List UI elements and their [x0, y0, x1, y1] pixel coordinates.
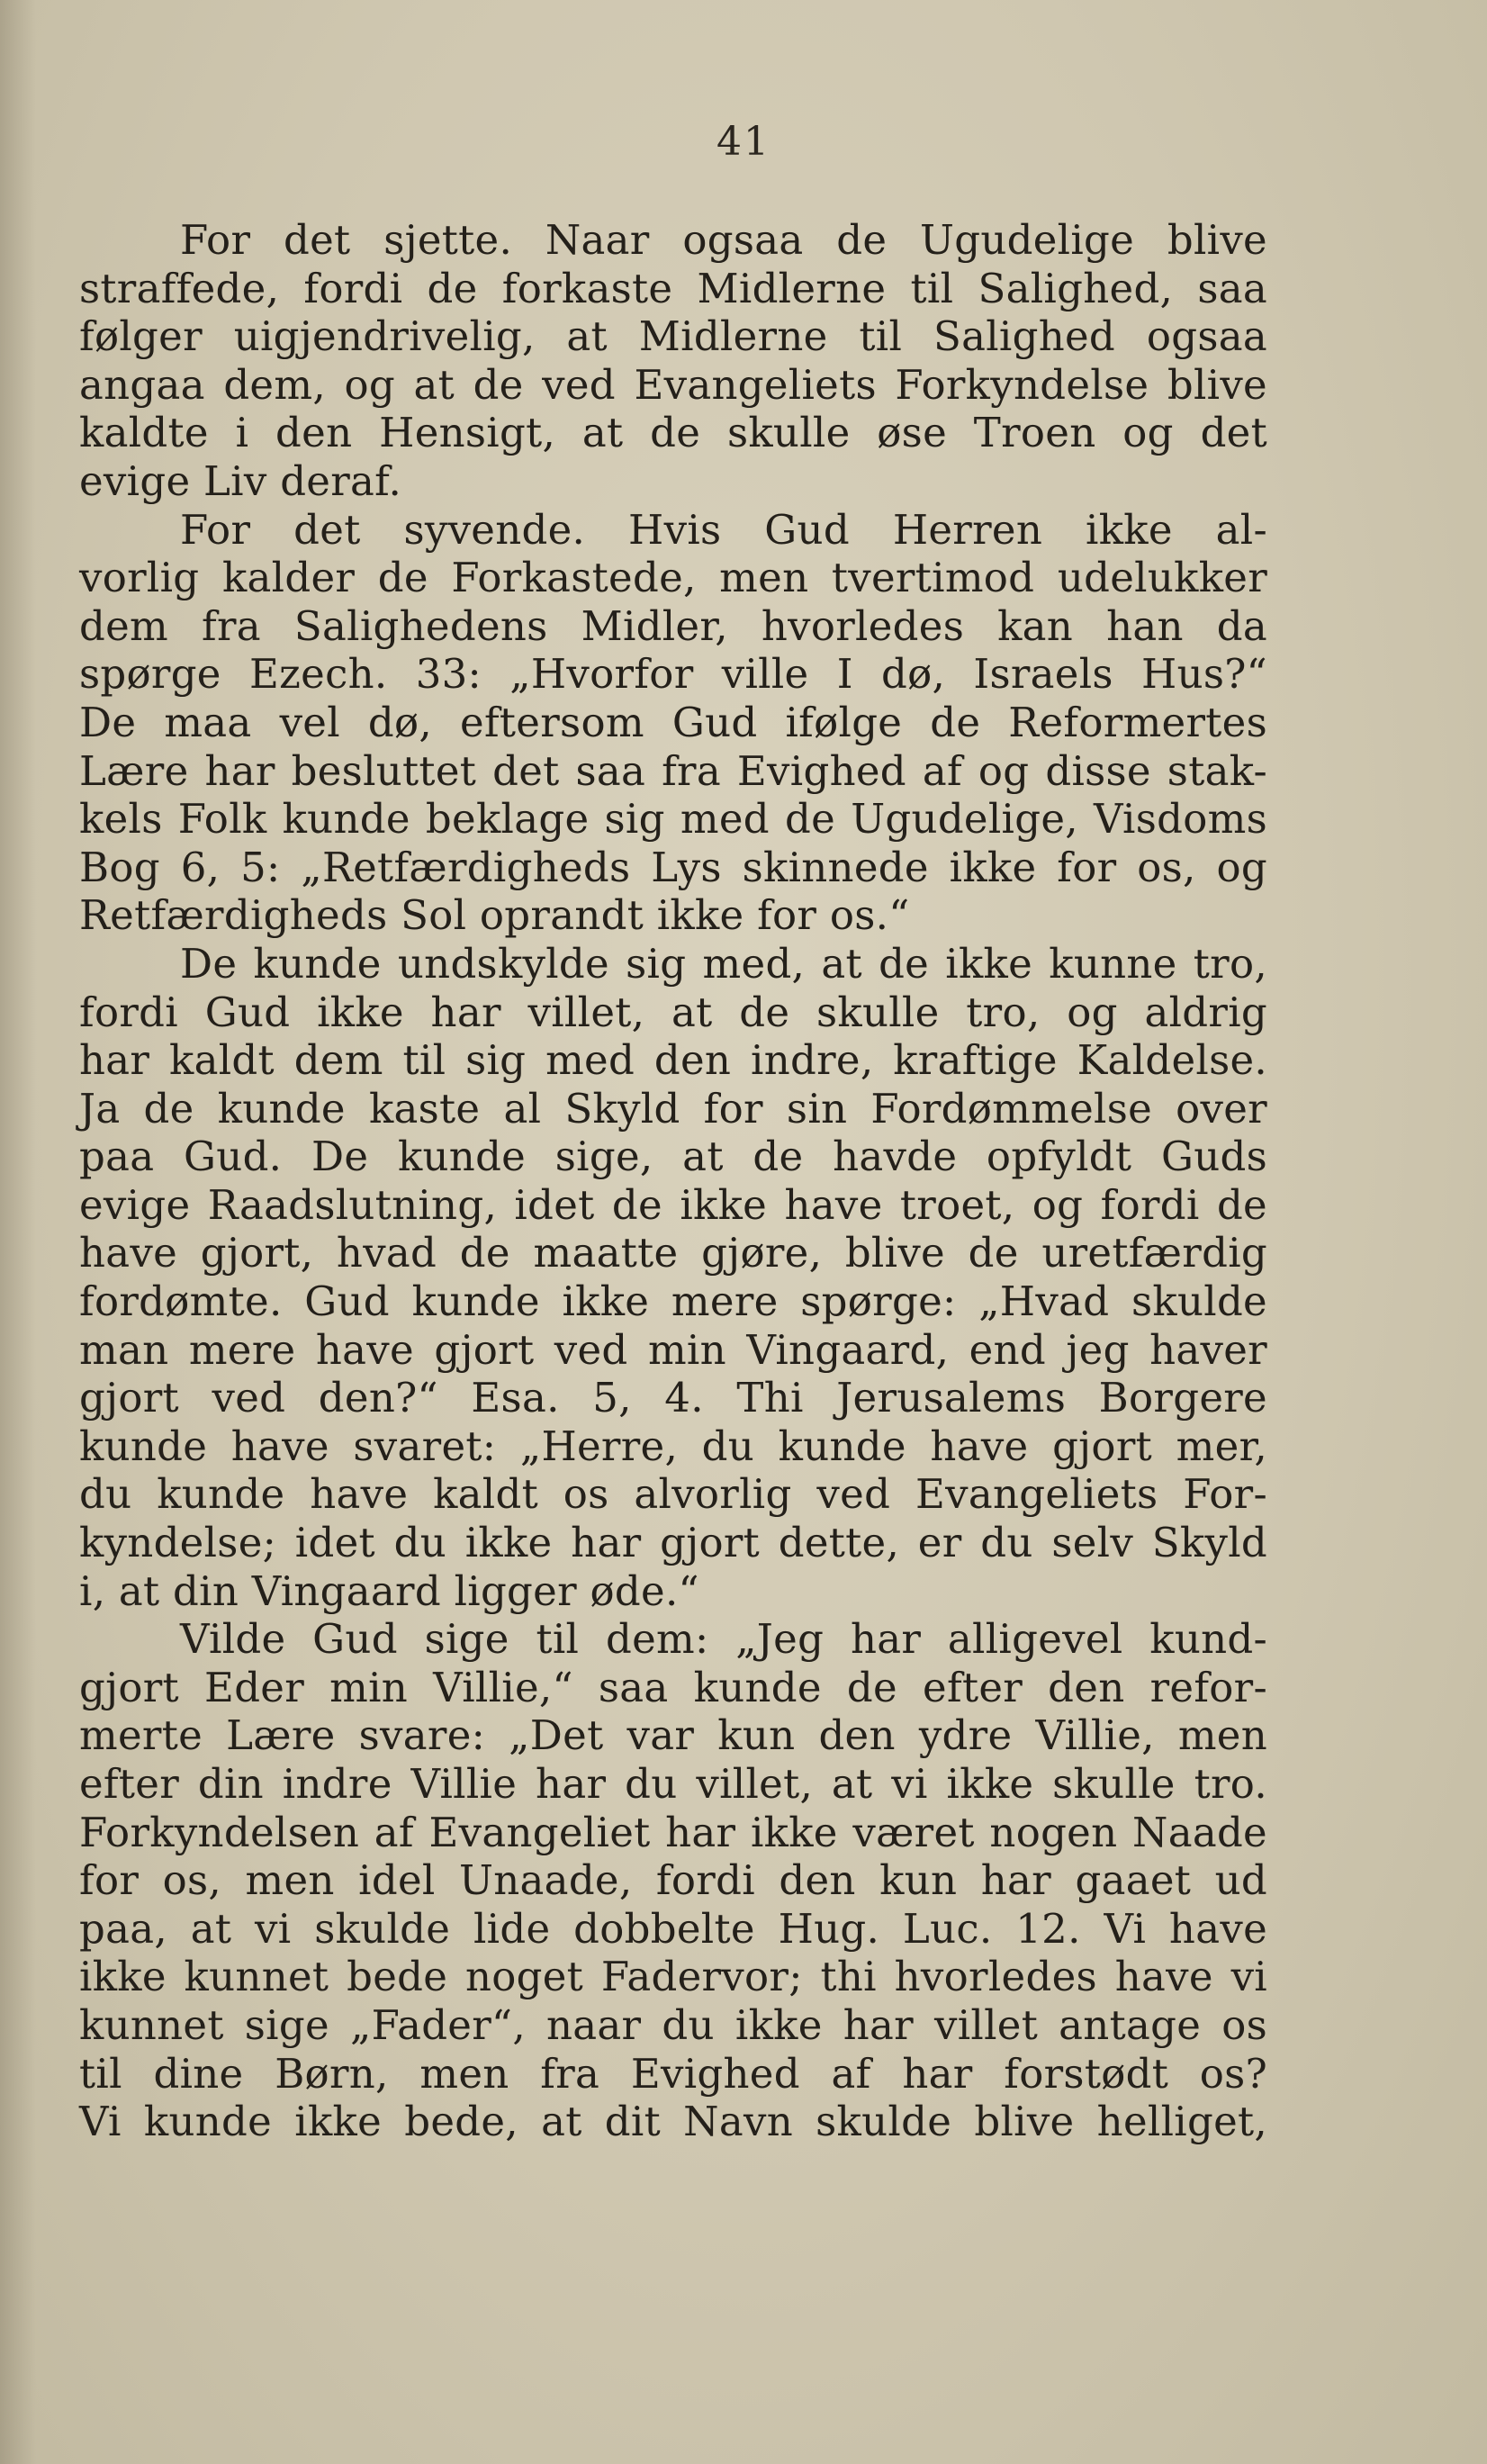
text-line: De kunde undskylde sig med, at de ikke kunne tro, — [180, 939, 1267, 988]
text-line: gjort ved den?“ Esa. 5, 4. Thi Jerusalems Borgere — [79, 1374, 1267, 1422]
text-line: paa Gud. De kunde sige, at de havde opfyldt Guds — [79, 1133, 1267, 1181]
text-line: man mere have gjort ved min Vingaard, end jeg haver — [79, 1325, 1267, 1374]
body-text — [79, 216, 1267, 2146]
text-line: kunde have svaret: „Herre, du kunde have gjort mer, — [79, 1422, 1267, 1470]
text-line: De maa vel dø, eftersom Gud ifølge de Reformertes — [79, 698, 1267, 746]
text-line: i, at din Vingaard ligger øde.“ — [79, 1566, 699, 1615]
text-line: Vilde Gud sige til dem: „Jeg har alligevel kund- — [180, 1615, 1267, 1664]
text-line: Forkyndelsen af Evangeliet har ikke været nogen Naade — [79, 1808, 1267, 1856]
text-line: har kaldt dem til sig med den indre, kraftige Kaldelse. — [79, 1036, 1267, 1085]
text-line: spørge Ezech. 33: „Hvorfor ville I dø, Israels Hus?“ — [79, 650, 1267, 699]
text-line: merte Lære svare: „Det var kun den ydre Villie, men — [79, 1711, 1267, 1760]
text-line: Lære har besluttet det saa fra Evighed af og disse stak- — [79, 746, 1267, 795]
gutter-shadow — [0, 0, 36, 2464]
text-line: kaldte i den Hensigt, at de skulle øse Troen og det — [79, 409, 1267, 457]
text-line: Ja de kunde kaste al Skyld for sin Fordømmelse over — [79, 1084, 1267, 1133]
text-line: evige Raadslutning, idet de ikke have troet, og fordi de — [79, 1180, 1267, 1229]
text-line: vorlig kalder de Forkastede, men tvertimod udelukker — [79, 554, 1267, 602]
text-line: fordi Gud ikke har villet, at de skulle tro, og aldrig — [79, 988, 1267, 1036]
text-line: angaa dem, og at de ved Evangeliets Forkyndelse blive — [79, 360, 1267, 409]
text-line: kyndelse; idet du ikke har gjort dette, er du selv Skyld — [79, 1519, 1267, 1567]
text-line: Retfærdigheds Sol oprandt ikke for os.“ — [79, 891, 910, 940]
text-line: gjort Eder min Villie,“ saa kunde de efter den refor- — [79, 1663, 1267, 1711]
text-line: have gjort, hvad de maatte gjøre, blive de uretfærdig — [79, 1229, 1267, 1277]
text-line: paa, at vi skulde lide dobbelte Hug. Luc. 12. Vi have — [79, 1904, 1267, 1953]
page-number: 41 — [716, 119, 771, 165]
text-line: kels Folk kunde beklage sig med de Ugudelige, Visdoms — [79, 795, 1267, 844]
text-line: kunnet sige „Fader“, naar du ikke har villet antage os — [79, 2000, 1267, 2049]
text-line: Vi kunde ikke bede, at dit Navn skulde blive helliget, — [79, 2098, 1267, 2146]
text-line: For det syvende. Hvis Gud Herren ikke al- — [180, 505, 1267, 554]
text-line: fordømte. Gud kunde ikke mere spørge: „Hvad skulde — [79, 1277, 1267, 1326]
text-line: for os, men idel Unaade, fordi den kun har gaaet ud — [79, 1856, 1267, 1905]
text-line: For det sjette. Naar ogsaa de Ugudelige blive — [180, 216, 1267, 264]
text-line: evige Liv deraf. — [79, 456, 402, 505]
text-line: følger uigjendrivelig, at Midlerne til Salighed ogsaa — [79, 312, 1267, 361]
text-line: dem fra Salighedens Midler, hvorledes kan han da — [79, 601, 1267, 650]
text-line: straffede, fordi de forkaste Midlerne til Salighed, saa — [79, 264, 1267, 312]
text-line: til dine Børn, men fra Evighed af har forstødt os? — [79, 2049, 1267, 2098]
text-line: efter din indre Villie har du villet, at vi ikke skulle tro. — [79, 1760, 1267, 1808]
text-line: Bog 6, 5: „Retfærdigheds Lys skinnede ikke for os, og — [79, 843, 1267, 891]
text-line: du kunde have kaldt os alvorlig ved Evangeliets For- — [79, 1470, 1267, 1519]
text-line: ikke kunnet bede noget Fadervor; thi hvorledes have vi — [79, 1953, 1267, 2001]
